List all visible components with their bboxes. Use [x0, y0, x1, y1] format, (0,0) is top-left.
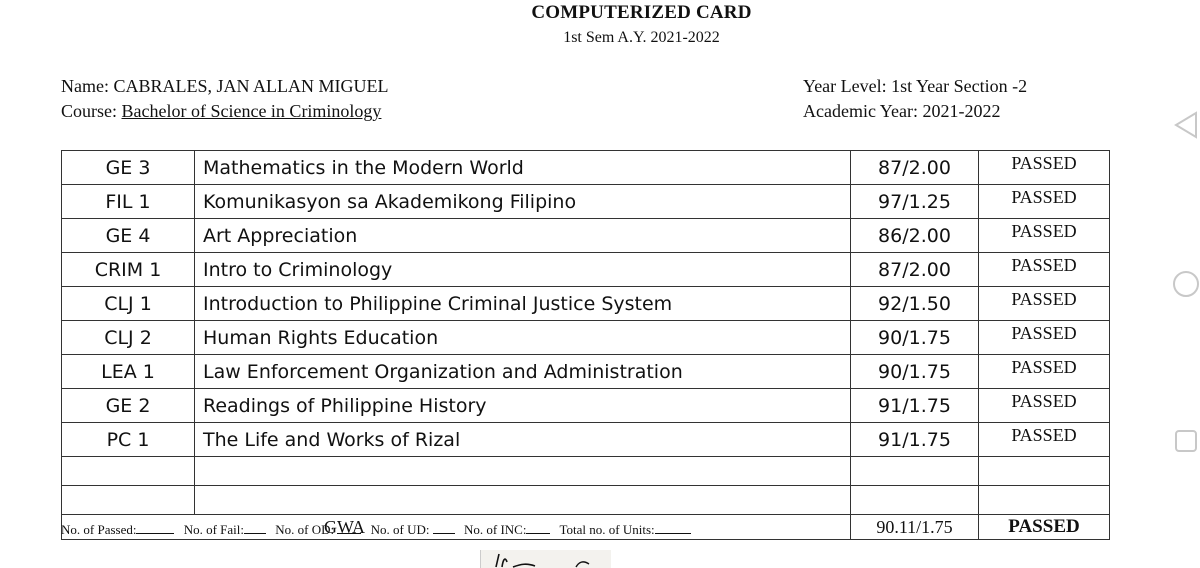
subject-code: GE 3: [62, 151, 195, 185]
summary-footer: [61, 521, 697, 538]
subject-code: CLJ 2: [62, 321, 195, 355]
subject-remarks: PASSED: [979, 423, 1110, 457]
subject-description: The Life and Works of Rizal: [195, 423, 851, 457]
subject-remarks: PASSED: [979, 287, 1110, 321]
subject-remarks: PASSED: [979, 355, 1110, 389]
ud-count: No. of UD:: [371, 522, 455, 537]
subject-code: PC 1: [62, 423, 195, 457]
subject-grade: 86/2.00: [851, 219, 979, 253]
signature-image: [480, 550, 611, 568]
od-count: No. of OD:: [275, 522, 361, 537]
table-row: [62, 151, 1110, 185]
inc-count: No. of INC:: [464, 522, 550, 537]
passed-count: No. of Passed:: [61, 522, 174, 537]
subject-remarks: PASSED: [979, 185, 1110, 219]
grades-table: [61, 150, 1110, 540]
table-row: [62, 219, 1110, 253]
subject-grade: 87/2.00: [851, 253, 979, 287]
subject-description: Human Rights Education: [195, 321, 851, 355]
table-row: [62, 423, 1110, 457]
subject-description: Introduction to Philippine Criminal Justice System: [195, 287, 851, 321]
subject-description: Law Enforcement Organization and Administration: [195, 355, 851, 389]
back-triangle-icon[interactable]: [1172, 110, 1200, 140]
year-level-label: Year Level:: [803, 76, 887, 96]
subject-remarks: PASSED: [979, 219, 1110, 253]
subject-remarks: PASSED: [979, 321, 1110, 355]
course-value: Bachelor of Science in Criminology: [121, 101, 382, 121]
year-level-row: [803, 76, 1027, 97]
empty-cell: [62, 486, 195, 515]
subject-grade: 91/1.75: [851, 423, 979, 457]
gwa-label: GWA: [62, 515, 851, 540]
gwa-remarks: PASSED: [979, 515, 1110, 540]
card-subtitle: 1st Sem A.Y. 2021-2022: [563, 29, 720, 46]
subject-grade: 90/1.75: [851, 321, 979, 355]
academic-year-label: Academic Year:: [803, 101, 918, 121]
signature-scribble: [491, 550, 601, 568]
empty-cell: [62, 457, 195, 486]
subject-remarks: PASSED: [979, 151, 1110, 185]
student-name-row: [61, 76, 389, 97]
table-row: [62, 185, 1110, 219]
subject-code: CLJ 1: [62, 287, 195, 321]
subject-grade: 92/1.50: [851, 287, 979, 321]
table-row: [62, 355, 1110, 389]
gwa-grade: 90.11/1.75: [851, 515, 979, 540]
subject-description: Art Appreciation: [195, 219, 851, 253]
subject-grade: 97/1.25: [851, 185, 979, 219]
academic-year-row: [803, 101, 1000, 122]
subject-code: GE 4: [62, 219, 195, 253]
course-label: Course:: [61, 101, 117, 121]
home-circle-icon[interactable]: [1170, 269, 1200, 299]
year-level-value: 1st Year Section -2: [891, 76, 1028, 96]
subject-remarks: PASSED: [979, 389, 1110, 423]
name-label: Name:: [61, 76, 109, 96]
course-row: [61, 101, 381, 122]
empty-cell: [851, 457, 979, 486]
recents-square-icon[interactable]: [1170, 428, 1200, 456]
subject-description: Mathematics in the Modern World: [195, 151, 851, 185]
subject-grade: 91/1.75: [851, 389, 979, 423]
table-row: [62, 389, 1110, 423]
empty-cell: [195, 457, 851, 486]
table-row: [62, 253, 1110, 287]
subject-description: Readings of Philippine History: [195, 389, 851, 423]
empty-cell: [979, 457, 1110, 486]
empty-cell: [851, 486, 979, 515]
table-row: [62, 287, 1110, 321]
subject-remarks: PASSED: [979, 253, 1110, 287]
empty-row: [62, 486, 1110, 515]
empty-cell: [195, 486, 851, 515]
subject-code: LEA 1: [62, 355, 195, 389]
subject-grade: 87/2.00: [851, 151, 979, 185]
student-name: CABRALES, JAN ALLAN MIGUEL: [113, 76, 389, 96]
empty-cell: [979, 486, 1110, 515]
subject-code: CRIM 1: [62, 253, 195, 287]
subject-grade: 90/1.75: [851, 355, 979, 389]
subject-code: GE 2: [62, 389, 195, 423]
empty-row: [62, 457, 1110, 486]
fail-count: No. of Fail:: [184, 522, 266, 537]
card-title: COMPUTERIZED CARD: [531, 2, 752, 23]
table-row: [62, 321, 1110, 355]
subject-description: Intro to Criminology: [195, 253, 851, 287]
subject-description: Komunikasyon sa Akademikong Filipino: [195, 185, 851, 219]
academic-year-value: 2021-2022: [922, 101, 1001, 121]
subject-code: FIL 1: [62, 185, 195, 219]
units-count: Total no. of Units:: [559, 522, 690, 537]
